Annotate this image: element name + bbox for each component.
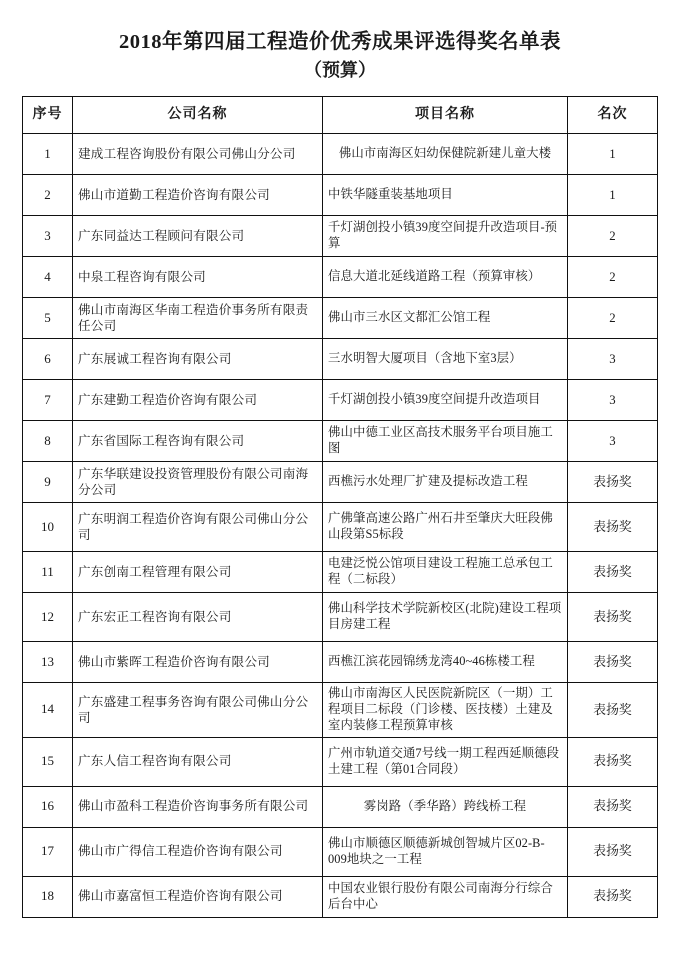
cell-index: 15 bbox=[23, 737, 73, 786]
cell-rank: 1 bbox=[568, 174, 658, 215]
cell-company: 佛山市南海区华南工程造价事务所有限责任公司 bbox=[73, 297, 323, 338]
cell-company: 佛山市嘉富恒工程造价咨询有限公司 bbox=[73, 876, 323, 917]
cell-project: 中国农业银行股份有限公司南海分行综合后台中心 bbox=[323, 876, 568, 917]
cell-index: 2 bbox=[23, 174, 73, 215]
cell-project: 中铁华隧重装基地项目 bbox=[323, 174, 568, 215]
cell-index: 5 bbox=[23, 297, 73, 338]
cell-project: 雾岗路（季华路）跨线桥工程 bbox=[323, 786, 568, 827]
cell-company: 广东创南工程管理有限公司 bbox=[73, 551, 323, 592]
cell-project: 佛山市顺德区顺德新城创智城片区02-B-009地块之一工程 bbox=[323, 827, 568, 876]
cell-company: 广东明润工程造价咨询有限公司佛山分公司 bbox=[73, 502, 323, 551]
table-row bbox=[23, 461, 658, 502]
cell-index: 17 bbox=[23, 827, 73, 876]
table-row bbox=[23, 737, 658, 786]
table-row bbox=[23, 133, 658, 174]
cell-rank: 表扬奖 bbox=[568, 592, 658, 641]
cell-index: 16 bbox=[23, 786, 73, 827]
cell-company: 广东省国际工程咨询有限公司 bbox=[73, 420, 323, 461]
cell-company: 佛山市盈科工程造价咨询事务所有限公司 bbox=[73, 786, 323, 827]
table-row bbox=[23, 876, 658, 917]
cell-company: 广东华联建设投资管理股份有限公司南海分公司 bbox=[73, 461, 323, 502]
cell-project: 佛山市南海区人民医院新院区（一期）工程项目二标段（门诊楼、医技楼）土建及室内装修工程预算审核 bbox=[323, 682, 568, 737]
table-row bbox=[23, 592, 658, 641]
table-row bbox=[23, 379, 658, 420]
cell-project: 佛山市南海区妇幼保健院新建儿童大楼 bbox=[323, 133, 568, 174]
cell-company: 中泉工程咨询有限公司 bbox=[73, 256, 323, 297]
cell-company: 广东同益达工程顾问有限公司 bbox=[73, 215, 323, 256]
cell-project: 千灯湖创投小镇39度空间提升改造项目-预算 bbox=[323, 215, 568, 256]
table-row bbox=[23, 682, 658, 737]
cell-rank: 1 bbox=[568, 133, 658, 174]
cell-project: 广州市轨道交通7号线一期工程西延顺德段土建工程（第01合同段） bbox=[323, 737, 568, 786]
cell-index: 10 bbox=[23, 502, 73, 551]
cell-company: 佛山市广得信工程造价咨询有限公司 bbox=[73, 827, 323, 876]
column-header-rank: 名次 bbox=[568, 96, 658, 133]
table-row bbox=[23, 551, 658, 592]
cell-project: 三水明智大厦项目（含地下室3层） bbox=[323, 338, 568, 379]
cell-project: 佛山市三水区文都汇公馆工程 bbox=[323, 297, 568, 338]
cell-project: 佛山中德工业区高技术服务平台项目施工图 bbox=[323, 420, 568, 461]
cell-project: 西樵江滨花园锦绣龙湾40~46栋楼工程 bbox=[323, 641, 568, 682]
cell-index: 1 bbox=[23, 133, 73, 174]
cell-index: 6 bbox=[23, 338, 73, 379]
cell-rank: 表扬奖 bbox=[568, 737, 658, 786]
column-header-index: 序号 bbox=[23, 96, 73, 133]
cell-index: 9 bbox=[23, 461, 73, 502]
table-row bbox=[23, 786, 658, 827]
cell-index: 14 bbox=[23, 682, 73, 737]
table-row bbox=[23, 502, 658, 551]
cell-index: 13 bbox=[23, 641, 73, 682]
cell-rank: 2 bbox=[568, 297, 658, 338]
column-header-company: 公司名称 bbox=[73, 96, 323, 133]
table-row bbox=[23, 420, 658, 461]
cell-company: 建成工程咨询股份有限公司佛山分公司 bbox=[73, 133, 323, 174]
cell-project: 千灯湖创投小镇39度空间提升改造项目 bbox=[323, 379, 568, 420]
table-header-row bbox=[23, 96, 658, 133]
cell-index: 3 bbox=[23, 215, 73, 256]
page-subtitle: （预算） bbox=[304, 59, 376, 80]
cell-company: 广东盛建工程事务咨询有限公司佛山分公司 bbox=[73, 682, 323, 737]
table-row bbox=[23, 641, 658, 682]
cell-rank: 表扬奖 bbox=[568, 876, 658, 917]
cell-rank: 表扬奖 bbox=[568, 786, 658, 827]
cell-index: 4 bbox=[23, 256, 73, 297]
table-row bbox=[23, 827, 658, 876]
cell-index: 18 bbox=[23, 876, 73, 917]
cell-project: 西樵污水处理厂扩建及提标改造工程 bbox=[323, 461, 568, 502]
page-title: 2018年第四届工程造价优秀成果评选得奖名单表 bbox=[119, 31, 561, 53]
award-list-table bbox=[22, 96, 658, 918]
cell-company: 广东人信工程咨询有限公司 bbox=[73, 737, 323, 786]
cell-project: 广佛肇高速公路广州石井至肇庆大旺段佛山段第S5标段 bbox=[323, 502, 568, 551]
cell-rank: 表扬奖 bbox=[568, 461, 658, 502]
cell-rank: 表扬奖 bbox=[568, 641, 658, 682]
cell-project: 电建泛悦公馆项目建设工程施工总承包工程（二标段） bbox=[323, 551, 568, 592]
table-row bbox=[23, 256, 658, 297]
table-body bbox=[23, 133, 658, 917]
cell-index: 11 bbox=[23, 551, 73, 592]
table-row bbox=[23, 215, 658, 256]
cell-index: 7 bbox=[23, 379, 73, 420]
cell-company: 广东宏正工程咨询有限公司 bbox=[73, 592, 323, 641]
cell-company: 广东建勤工程造价咨询有限公司 bbox=[73, 379, 323, 420]
cell-rank: 3 bbox=[568, 379, 658, 420]
cell-company: 广东展诚工程咨询有限公司 bbox=[73, 338, 323, 379]
table-header bbox=[23, 96, 658, 133]
cell-company: 佛山市紫晖工程造价咨询有限公司 bbox=[73, 641, 323, 682]
cell-project: 佛山科学技术学院新校区(北院)建设工程项目房建工程 bbox=[323, 592, 568, 641]
table-row bbox=[23, 174, 658, 215]
table-row bbox=[23, 338, 658, 379]
cell-project: 信息大道北延线道路工程（预算审核） bbox=[323, 256, 568, 297]
cell-rank: 3 bbox=[568, 338, 658, 379]
cell-rank: 2 bbox=[568, 256, 658, 297]
cell-rank: 表扬奖 bbox=[568, 502, 658, 551]
cell-rank: 2 bbox=[568, 215, 658, 256]
column-header-project: 项目名称 bbox=[323, 96, 568, 133]
cell-rank: 表扬奖 bbox=[568, 682, 658, 737]
cell-rank: 3 bbox=[568, 420, 658, 461]
table-row bbox=[23, 297, 658, 338]
cell-company: 佛山市道勤工程造价咨询有限公司 bbox=[73, 174, 323, 215]
document-title-block bbox=[0, 0, 680, 82]
cell-rank: 表扬奖 bbox=[568, 827, 658, 876]
cell-index: 8 bbox=[23, 420, 73, 461]
cell-rank: 表扬奖 bbox=[568, 551, 658, 592]
cell-index: 12 bbox=[23, 592, 73, 641]
